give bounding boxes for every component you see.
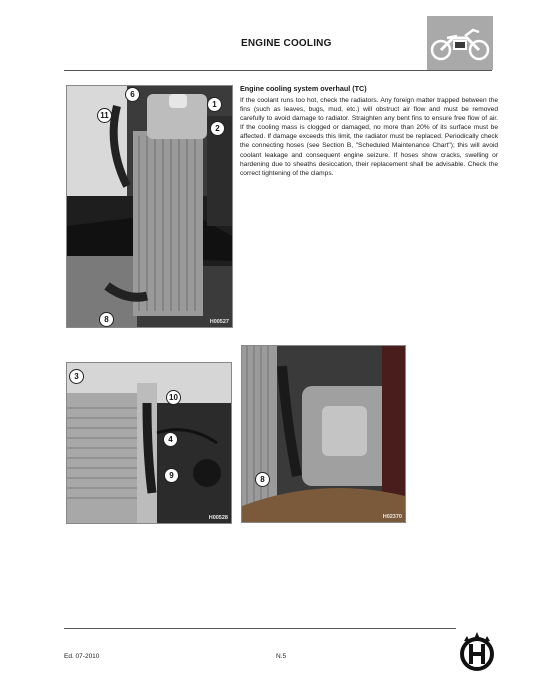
motorcycle-engine-icon <box>427 16 493 70</box>
footer-divider <box>64 628 456 629</box>
radiator-photo-2 <box>66 362 232 524</box>
header-divider <box>64 70 492 71</box>
engine-hose-photo-image <box>242 346 405 522</box>
husqvarna-logo <box>455 630 499 674</box>
callout: 8 <box>255 472 270 487</box>
radiator-photo-1-image <box>67 86 232 327</box>
photo-code: H00528 <box>208 515 228 521</box>
callout: 2 <box>210 121 225 136</box>
page-number: N.5 <box>276 653 287 660</box>
callout: 1 <box>207 97 222 112</box>
callout: 6 <box>125 87 140 102</box>
section-heading: Engine cooling system overhaul (TC) <box>240 84 367 93</box>
page-title: ENGINE COOLING <box>241 38 332 49</box>
photo-code: H02370 <box>382 514 402 520</box>
photo-code: H00527 <box>209 319 229 325</box>
radiator-photo-1 <box>66 85 233 328</box>
body-paragraph: If the coolant runs too hot, check the radiators. Any foreign matter trapped between the fins (such as leaves, bugs, mud, etc.) will obstruct air flow and must be removed carefully to avoid damage to radiator. Straighten any bent fins to ensure free flow of air. If the cooling mass is clogged or damaged, no more than 20% of its surface must be affected. If damage exceeds this limit, the radiator must be replaced. Periodically check the connecting hoses (see Section B, "Scheduled Maintenance Chart"); this will avoid coolant leakage and consequent engine seizure. If hoses show cracks, swelling or hardening due to sheaths desiccation, their replacement shall be advisable. Check the correct tightening of the clamps. <box>240 97 498 177</box>
callout: 9 <box>164 468 179 483</box>
callout: 8 <box>99 312 114 327</box>
callout: 3 <box>69 369 84 384</box>
callout: 4 <box>163 432 178 447</box>
engine-hose-photo <box>241 345 406 523</box>
edition-label: Ed. 07-2010 <box>64 653 100 660</box>
callout: 11 <box>97 108 112 123</box>
callout: 10 <box>166 390 181 405</box>
radiator-photo-2-image <box>67 363 231 523</box>
